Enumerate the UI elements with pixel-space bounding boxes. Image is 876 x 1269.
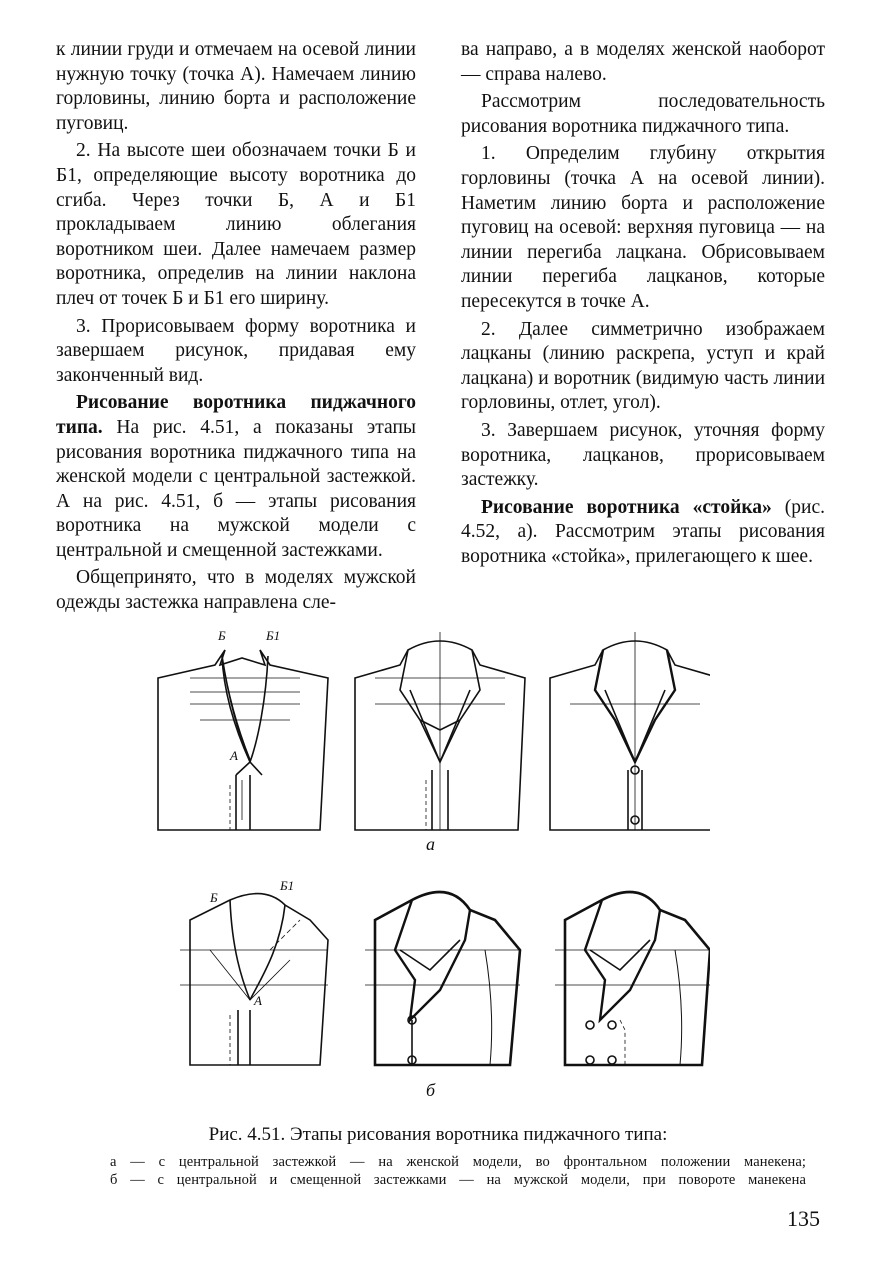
point-label-b1: Б1 [266, 628, 281, 643]
figure-caption-title: Рис. 4.51. Этапы рисования воротника пиджачного типа: [208, 1124, 668, 1145]
right-paragraph-3: 1. Определим глубину открытия горловины (точка А на осевой линии). Наметим линию борта и расположение пуговиц на осевой: верхняя пуговица — на линии перегиба лацкана. Обрисовываем линии перегиба лацканов, которые пересекутся в точке А. [461, 143, 825, 312]
subfigure-label-a: а [426, 834, 435, 854]
left-paragraph-4-text: На рис. 4.51, а показаны этапы рисования воротника пиджачного типа на женской модели с центральной застежкой. А на рис. 4.51, б — этапы рисования воротника на мужской модели с центральной и смещенной застежками. [56, 416, 416, 561]
right-paragraph-4: 2. Далее симметрично изображаем лацканы (линию раскрепа, уступ и край лацкана) и воротник (видимую часть линии горловины, отлет, угол). [461, 318, 825, 414]
point-label-b1-row2: Б1 [280, 878, 295, 893]
right-text-column [461, 38, 825, 569]
right-paragraph-5: 3. Завершаем рисунок, уточняя форму воротника, лацканов, прорисовываем застежку. [461, 419, 825, 491]
figure-a-stage-1 [158, 650, 328, 830]
section-heading-jacket-collar: Рисование воротника пиджачного типа. [56, 392, 416, 438]
section-heading-stand-collar: Рисование воротника «стойка» [481, 496, 772, 518]
left-paragraph-2: 2. На высоте шеи обозначаем точки Б и Б1, определяющие высоту воротника до сгиба. Через точки Б, А и Б1 прокладываем линию облегания воротником шеи. Далее намечаем размер воротника, определив на линии наклона плеч от точек Б и Б1 его ширину. [56, 140, 416, 309]
left-paragraph-1: к линии груди и отмечаем на осевой линии нужную точку (точка А). Намечаем линию горловины, линию борта и расположение пуговиц. [56, 39, 416, 134]
point-label-b-row2: Б [210, 890, 218, 905]
right-paragraph-6-text: (рис. 4.52, а). Рассмотрим этапы рисования воротника «стойка», прилегающего к шее. [461, 496, 825, 567]
left-paragraph-3: 3. Прорисовываем форму воротника и завершаем рисунок, придавая ему законченный вид. [56, 315, 416, 386]
figure-b-stage-3 [555, 892, 710, 1065]
figure-a-stage-2 [355, 632, 525, 830]
left-paragraph-4 [56, 391, 416, 563]
figure-b-stage-2 [365, 892, 520, 1065]
left-text-column [56, 38, 416, 616]
point-label-a: А [230, 748, 238, 763]
point-label-a-row2: А [254, 993, 262, 1008]
figure-b-stage-1 [180, 894, 328, 1065]
figure-caption-line-2: б — с центральной и смещенной застежками — на мужской модели, при повороте манекена [110, 1172, 806, 1188]
figure-caption-line-1: а — с центральной застежкой — на женской модели, во фронтальном положении манекена; [110, 1154, 806, 1170]
point-label-b: Б [218, 628, 226, 643]
right-paragraph-1: ва направо, а в моделях женской наоборот — справа налево. [461, 39, 825, 85]
figure-a-stage-3 [550, 632, 710, 830]
right-paragraph-2: Рассмотрим последовательность рисования воротника пиджачного типа. [461, 91, 825, 137]
right-paragraph-6 [461, 496, 825, 570]
page-number: 135 [787, 1206, 820, 1231]
collar-drawing-illustrations [150, 620, 710, 1110]
subfigure-label-b: б [426, 1080, 436, 1100]
left-paragraph-5: Общепринято, что в моделях мужской одежды застежка направлена сле- [56, 567, 416, 614]
figure-4-51 [150, 620, 710, 1110]
